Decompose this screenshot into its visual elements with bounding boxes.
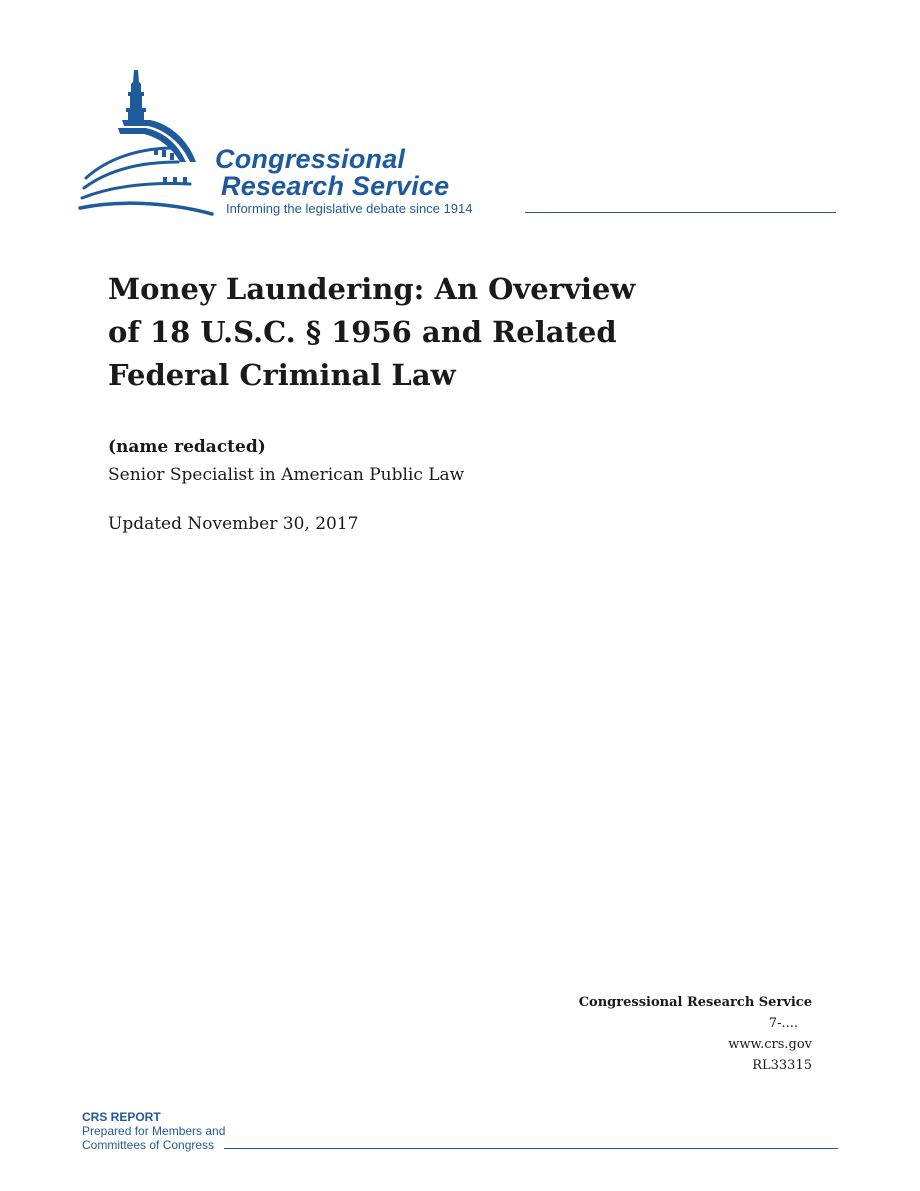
footer-line-2: Committees of Congress bbox=[82, 1138, 215, 1152]
logo-tagline: Informing the legislative debate since 1914 bbox=[226, 201, 473, 216]
report-title bbox=[108, 268, 668, 397]
logo-line2: Research Service bbox=[221, 171, 450, 201]
logo-divider bbox=[525, 212, 836, 213]
meta-org: Congressional Research Service bbox=[578, 995, 812, 1010]
crs-report-label: CRS REPORT bbox=[82, 1110, 161, 1124]
updated-date: Updated November 30, 2017 bbox=[108, 514, 359, 534]
meta-website-link[interactable]: www.crs.gov bbox=[728, 1037, 812, 1052]
capitol-dome-icon bbox=[78, 62, 218, 222]
meta-code: 7-.... bbox=[768, 1016, 798, 1031]
title-line-3: Federal Criminal Law bbox=[108, 358, 456, 392]
crs-logo bbox=[78, 62, 838, 222]
footer bbox=[82, 1110, 838, 1152]
report-meta bbox=[579, 992, 812, 1076]
logo-line1: Congressional bbox=[215, 144, 406, 174]
meta-report-number: RL33315 bbox=[752, 1058, 812, 1073]
title-line-1: Money Laundering: An Overview bbox=[108, 272, 636, 306]
author-name: (name redacted) bbox=[108, 437, 266, 457]
title-line-2: of 18 U.S.C. § 1956 and Related bbox=[108, 315, 617, 349]
logo-wordmark bbox=[215, 146, 449, 200]
footer-line-1: Prepared for Members and bbox=[82, 1124, 226, 1138]
footer-divider bbox=[224, 1148, 838, 1149]
author-title: Senior Specialist in American Public Law bbox=[108, 465, 465, 485]
